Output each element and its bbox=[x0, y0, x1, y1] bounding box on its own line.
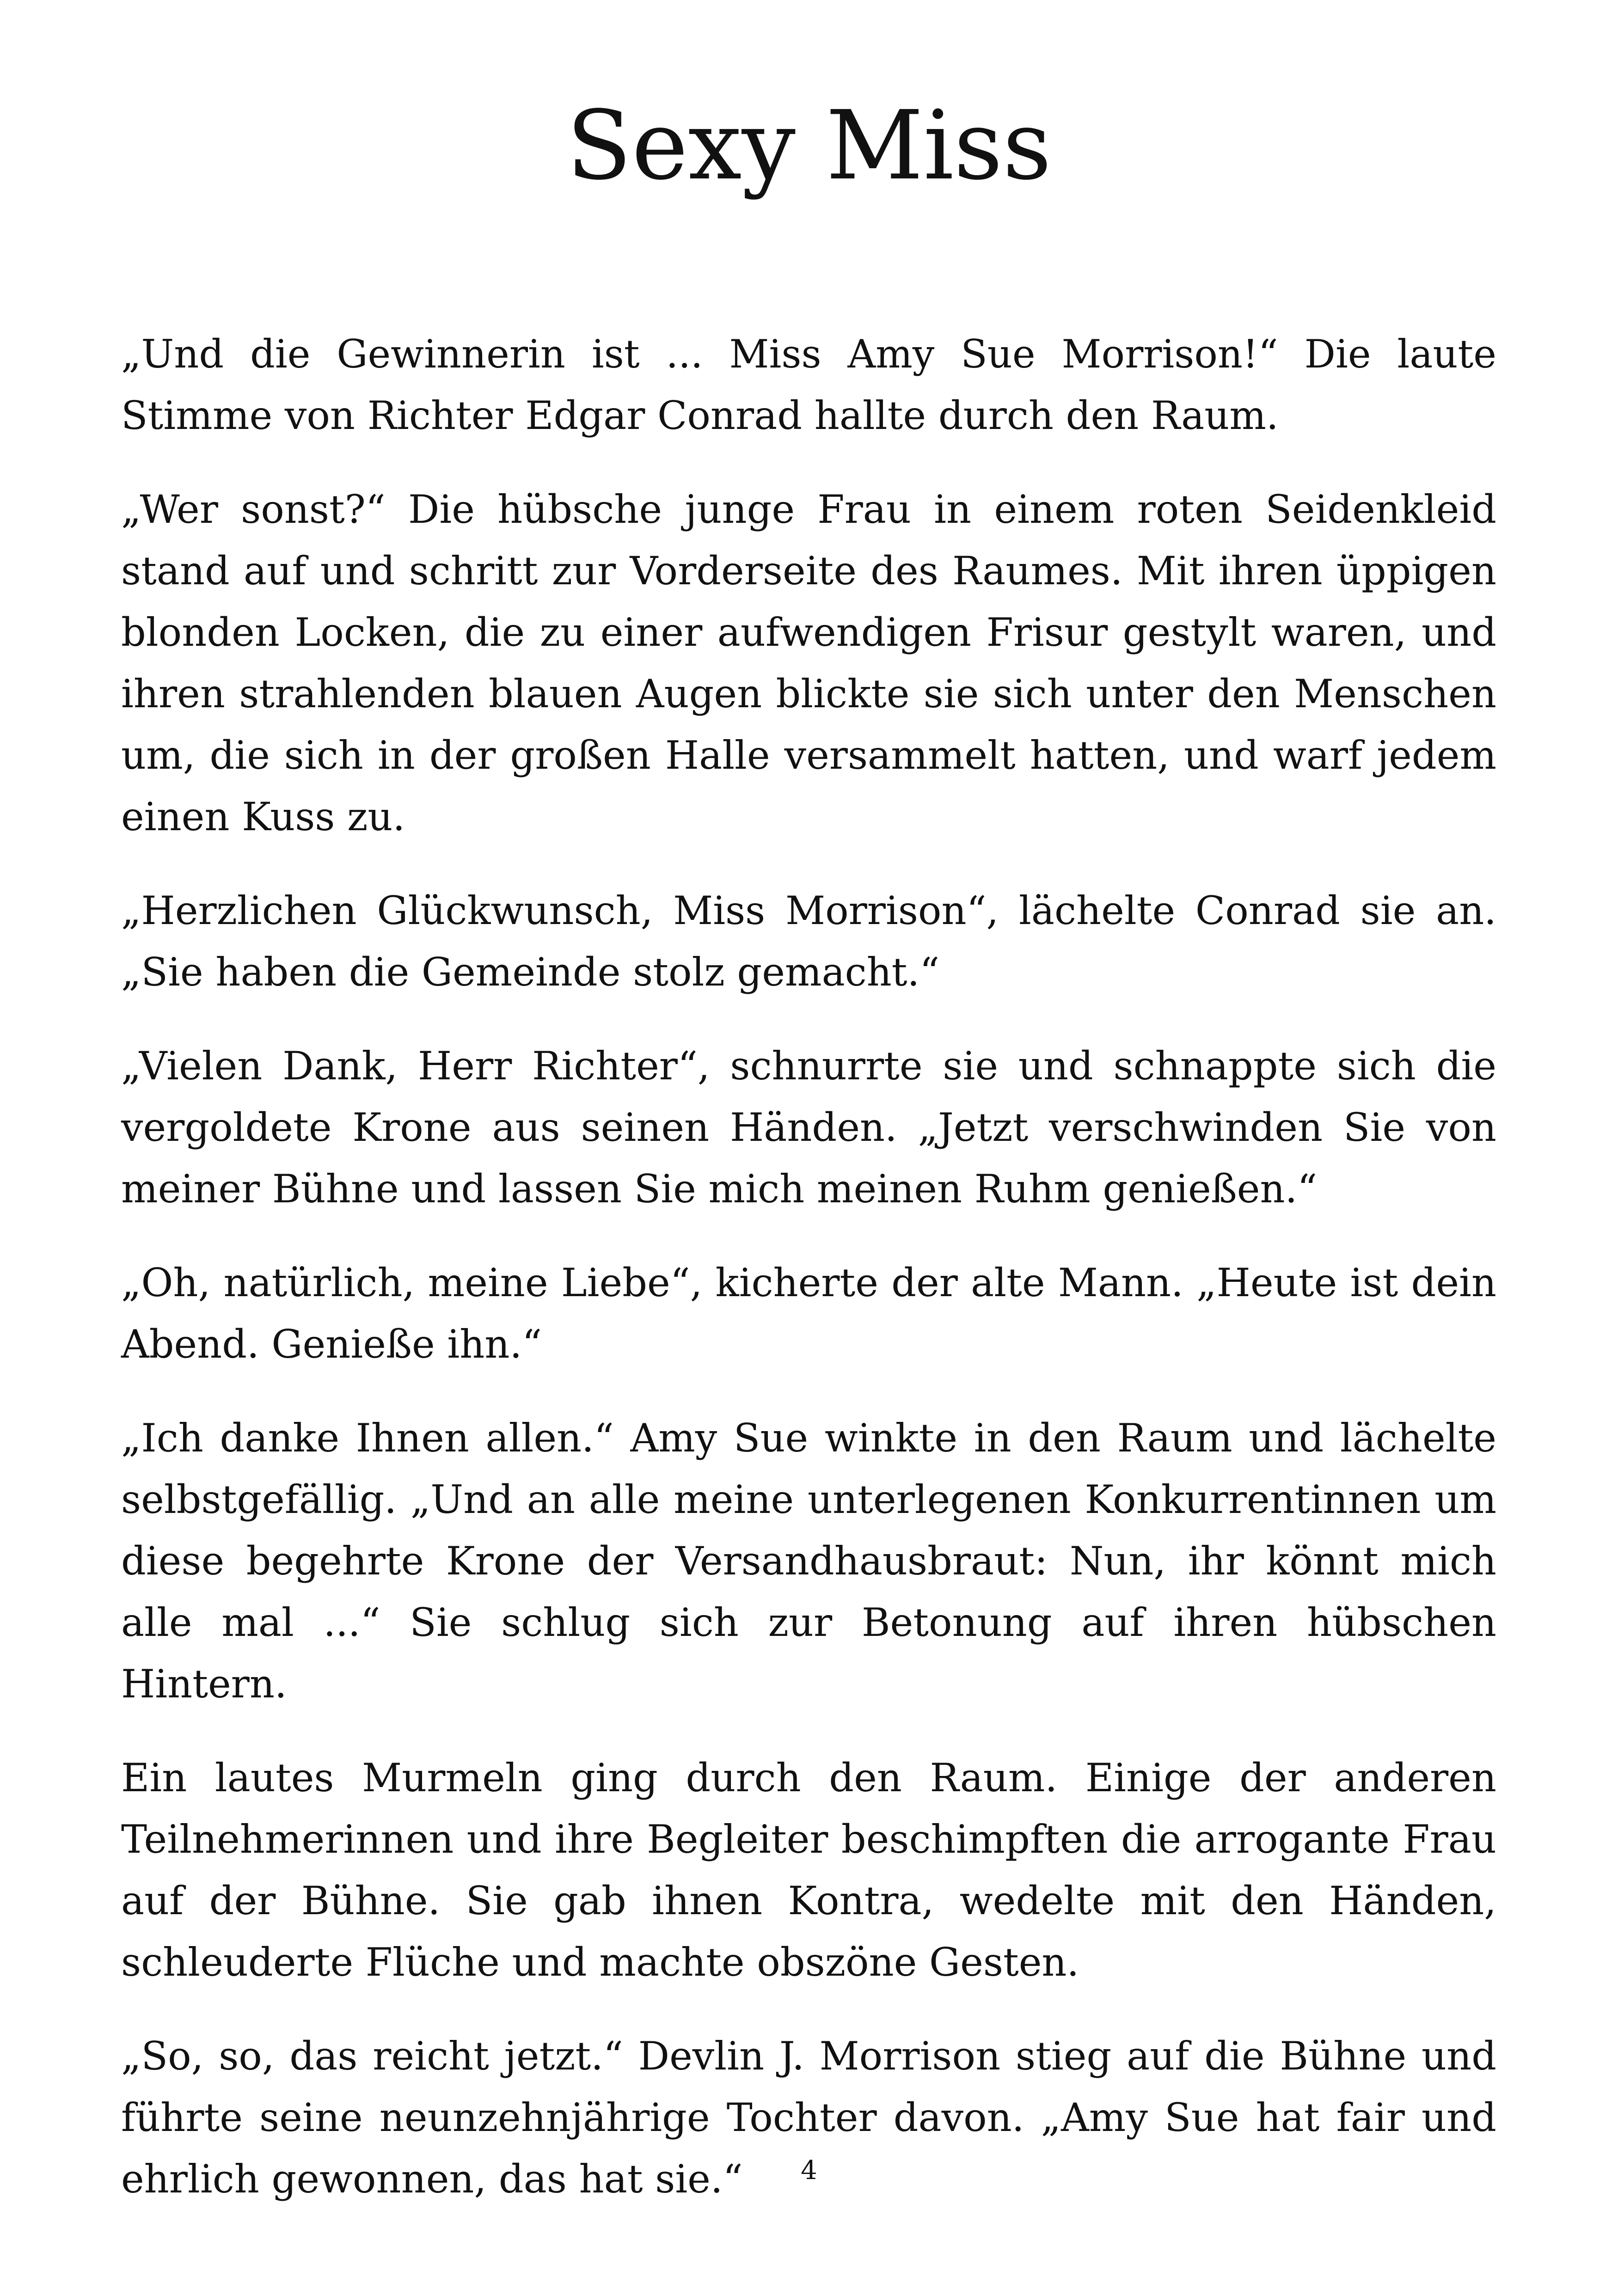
paragraph: „So, so, das reicht jetzt.“ Devlin J. Morrison stieg auf die Bühne und führte seine neunzehnjährige Tochter davon. „Amy Sue hat fair und ehrlich gewonnen, das hat sie.“ bbox=[121, 2033, 1496, 2202]
paragraph: „Herzlichen Glückwunsch, Miss Morrison“, lächelte Conrad sie an. „Sie haben die Gemeinde stolz gemacht.“ bbox=[121, 888, 1496, 995]
paragraph: „Oh, natürlich, meine Liebe“, kicherte der alte Mann. „Heute ist dein Abend. Genieße ihn.“ bbox=[121, 1260, 1496, 1367]
paragraph: „Vielen Dank, Herr Richter“, schnurrte sie und schnappte sich die vergoldete Krone aus seinen Händen. „Jetzt verschwinden Sie von meiner Bühne und lassen Sie mich meinen Ruhm genießen.“ bbox=[121, 1043, 1496, 1212]
body-text bbox=[121, 324, 1496, 2242]
page-number: 4 bbox=[801, 2155, 817, 2186]
paragraph: „Ich danke Ihnen allen.“ Amy Sue winkte in den Raum und lächelte selbstgefällig. „Und an alle meine unterlegenen Konkurrentinnen um diese begehrte Krone der Versandhausbraut: Nun, ihr könnt mich alle mal ...“ Sie schlug sich zur Betonung auf ihren hübschen Hintern. bbox=[121, 1415, 1496, 1707]
paragraph: „Und die Gewinnerin ist ... Miss Amy Sue Morrison!“ Die laute Stimme von Richter Edgar Conrad hallte durch den Raum. bbox=[121, 331, 1496, 438]
chapter-title: Sexy Miss bbox=[566, 90, 1052, 201]
paragraph: Ein lautes Murmeln ging durch den Raum. Einige der anderen Teilnehmerinnen und ihre Begleiter beschimpften die arrogante Frau auf der Bühne. Sie gab ihnen Kontra, wedelte mit den Händen, schleuderte Flüche und machte obszöne Gesten. bbox=[121, 1755, 1496, 1985]
paragraph: „Wer sonst?“ Die hübsche junge Frau in einem roten Seidenkleid stand auf und schritt zur Vorderseite des Raumes. Mit ihren üppigen blonden Locken, die zu einer aufwendigen Frisur gestylt waren, und ihren strahlenden blauen Augen blickte sie sich unter den Menschen um, die sich in der großen Halle versammelt hatten, und warf jedem einen Kuss zu. bbox=[121, 487, 1496, 839]
